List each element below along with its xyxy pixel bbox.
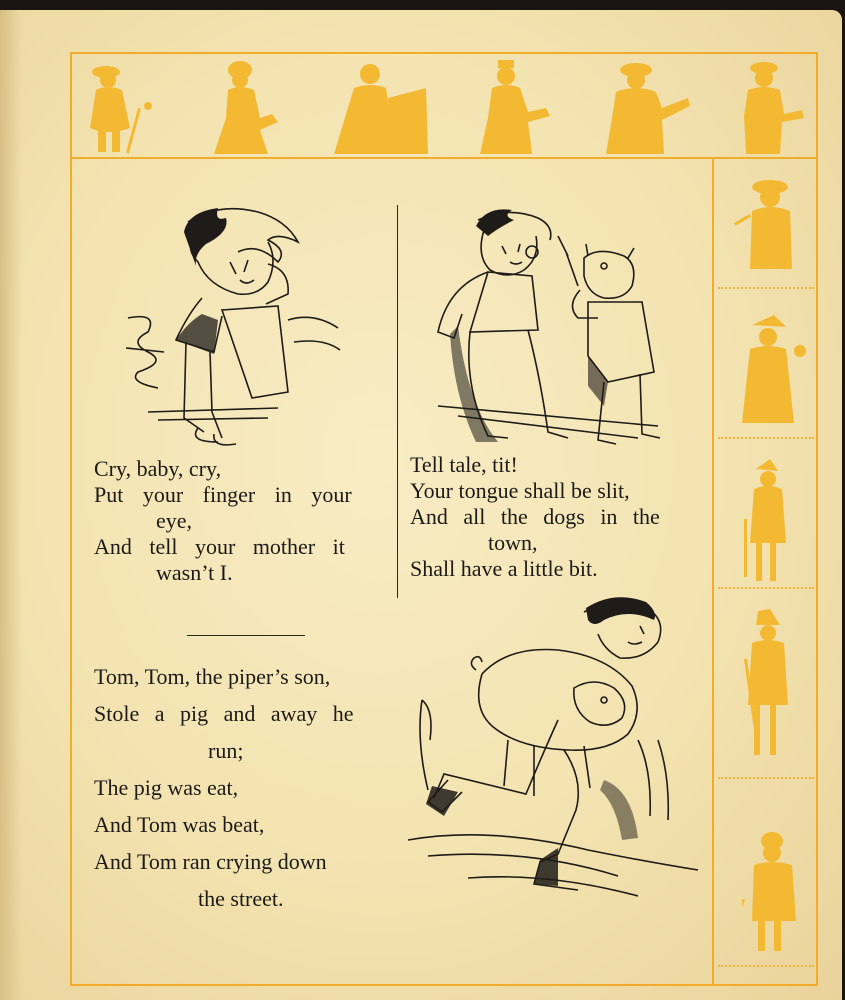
verse-line: And Tom was beat, [94,812,265,837]
verse-line: Shall have a little bit. [410,556,598,581]
verse-line: And tell your mother it [94,534,345,559]
verse-line: Tell tale, tit! [410,452,518,477]
verse-line: And all the dogs in the [410,504,660,529]
verse-line: Stole a pig and away he [94,701,354,726]
ground-line [718,965,814,967]
verse-line: The pig was eat, [94,775,239,800]
border-figure-4 [470,58,560,154]
section-divider [187,635,305,636]
verse-line: Put your finger in your [94,482,352,507]
verse-line: Tom, Tom, the piper’s son, [94,664,331,689]
border-figure-7 [734,173,804,285]
rhyme-tom-the-pipers-son [94,664,400,934]
border-figure-3 [332,58,432,154]
verse-line: town, [488,530,538,555]
border-figure-5 [600,58,692,154]
border-figure-10 [740,609,800,759]
ground-line [718,777,814,779]
ground-line [718,287,814,289]
rhyme-cry-baby-cry [94,456,388,606]
rhyme-tell-tale-tit [410,452,706,602]
verse-line: wasn’t I. [156,560,233,585]
border-figure-2 [208,56,288,154]
ground-line [718,587,814,589]
verse-line: eye, [156,508,193,533]
verse-line: run; [208,738,244,763]
verse-line: the street. [198,886,284,911]
top-border-band [70,52,816,159]
right-border-band [712,157,818,984]
border-figure-1 [78,58,158,154]
border-figure-9 [742,459,798,583]
border-figure-11 [742,829,812,961]
ground-line [718,437,814,439]
border-figure-6 [730,56,808,154]
book-page [0,10,842,1000]
border-figure-8 [734,315,808,433]
crying-boy-illustration [118,202,348,457]
boy-and-dog-illustration [428,206,670,461]
page-spine-shadow [0,10,22,1000]
column-divider [397,205,398,598]
verse-line: Cry, baby, cry, [94,456,222,481]
verse-line: Your tongue shall be slit, [410,478,630,503]
tom-and-pig-illustration [408,590,704,912]
verse-line: And Tom ran crying down [94,849,327,874]
